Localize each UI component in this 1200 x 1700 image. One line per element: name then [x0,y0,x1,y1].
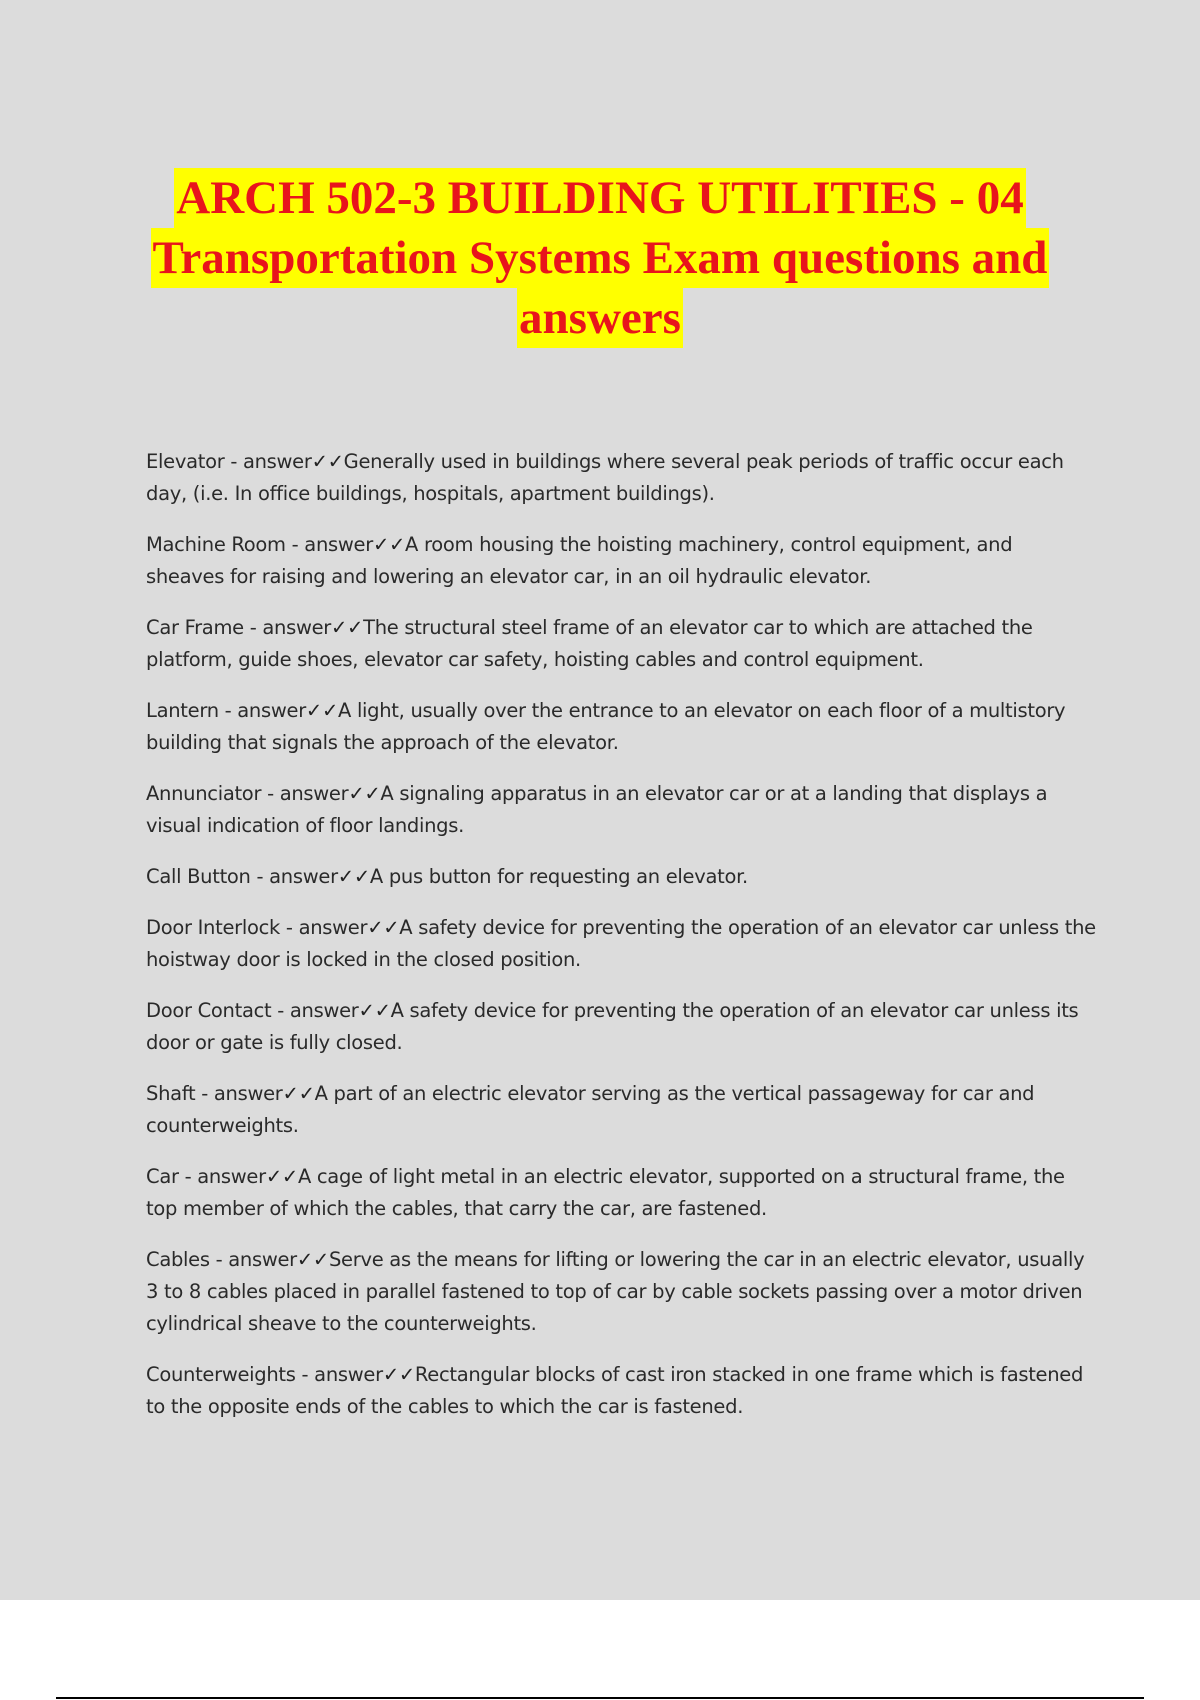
answer-separator: - answer [178,1165,266,1188]
qa-item [146,861,1096,893]
check-marks-icon: ✓✓ [265,1165,298,1188]
qa-term: Elevator [146,450,225,473]
qa-term: Counterweights [146,1363,296,1386]
qa-term: Car [146,1165,179,1188]
qa-definition: A room housing the hoisting machinery, control equipment, and sheaves for raising and lowering an elevator car, in an oil hydraulic elevator. [146,533,1013,588]
check-marks-icon: ✓✓ [367,916,400,939]
check-marks-icon: ✓✓ [296,1248,329,1271]
check-marks-icon: ✓✓ [372,533,406,556]
qa-item [146,529,1096,593]
qa-item [146,695,1096,759]
qa-term: Shaft [146,1082,196,1105]
qa-definition: The structural steel frame of an elevator car to which are attached the platform, guide shoes, elevator car safety, hoisting cables and control equipment. [146,616,1033,671]
answer-separator: - answer [261,782,349,805]
qa-item [146,1078,1096,1142]
qa-definition: A cage of light metal in an electric elevator, supported on a structural frame, the top member of which the cables, that carry the car, are fastened. [146,1165,1065,1220]
qa-item [146,1244,1096,1340]
check-marks-icon: ✓✓ [282,1082,315,1105]
title-line: Transportation Systems Exam questions and [151,228,1050,288]
qa-item [146,778,1096,842]
check-marks-icon: ✓✓ [348,782,381,805]
check-marks-icon: ✓✓ [331,616,364,639]
answer-separator: - answer [295,1363,383,1386]
check-marks-icon: ✓✓ [382,1363,415,1386]
check-marks-icon: ✓✓ [337,865,370,888]
answer-separator: - answer [250,865,338,888]
check-marks-icon: ✓✓ [358,999,391,1022]
qa-item [146,446,1096,510]
qa-item [146,1359,1096,1423]
qa-definition: A signaling apparatus in an elevator car or at a landing that displays a visual indication of floor landings. [146,782,1048,837]
answer-separator: - answer [271,999,359,1022]
answer-separator: - answer [243,616,332,639]
document-title [100,168,1100,348]
qa-definition: A pus button for requesting an elevator. [369,865,748,888]
answer-separator: - answer [285,533,373,556]
qa-term: Car Frame [146,616,244,639]
check-marks-icon: ✓✓ [311,450,344,473]
qa-definition: Rectangular blocks of cast iron stacked in one frame which is fastened to the opposite ends of the cables to which the car is fastened. [146,1363,1084,1418]
answer-separator: - answer [195,1082,283,1105]
qa-definition: Generally used in buildings where several peak periods of traffic occur each day, (i.e. In office buildings, hospitals, apartment buildings). [146,450,1064,505]
title-line: ARCH 502-3 BUILDING UTILITIES - 04 [174,168,1025,228]
qa-term: Door Interlock [146,916,281,939]
title-line: answers [517,288,683,348]
qa-item [146,612,1096,676]
answer-separator: - answer [209,1248,297,1271]
qa-definition: Serve as the means for lifting or lowering the car in an electric elevator, usually 3 to 8 cables placed in parallel fastened to top of car by cable sockets passing over a motor driven cylindrical sheave to the counterweights. [146,1248,1085,1335]
qa-item [146,912,1096,976]
qa-list [146,446,1096,1442]
qa-definition: A safety device for preventing the operation of an elevator car unless the hoistway door is locked in the closed position. [146,916,1096,971]
answer-separator: - answer [224,450,312,473]
footer-divider [56,1697,1144,1699]
answer-separator: - answer [280,916,368,939]
qa-item [146,995,1096,1059]
qa-item [146,1161,1096,1225]
qa-term: Cables [146,1248,210,1271]
qa-term: Call Button [146,865,251,888]
qa-term: Machine Room [146,533,286,556]
qa-definition: A safety device for preventing the operation of an elevator car unless its door or gate is fully closed. [146,999,1079,1054]
qa-term: Lantern [146,699,219,722]
answer-separator: - answer [218,699,306,722]
qa-term: Door Contact [146,999,272,1022]
check-marks-icon: ✓✓ [305,699,338,722]
qa-definition: A light, usually over the entrance to an elevator on each floor of a multistory building that signals the approach of the elevator. [146,699,1066,754]
qa-term: Annunciator [146,782,262,805]
qa-definition: A part of an electric elevator serving as the vertical passageway for car and counterweights. [146,1082,1035,1137]
